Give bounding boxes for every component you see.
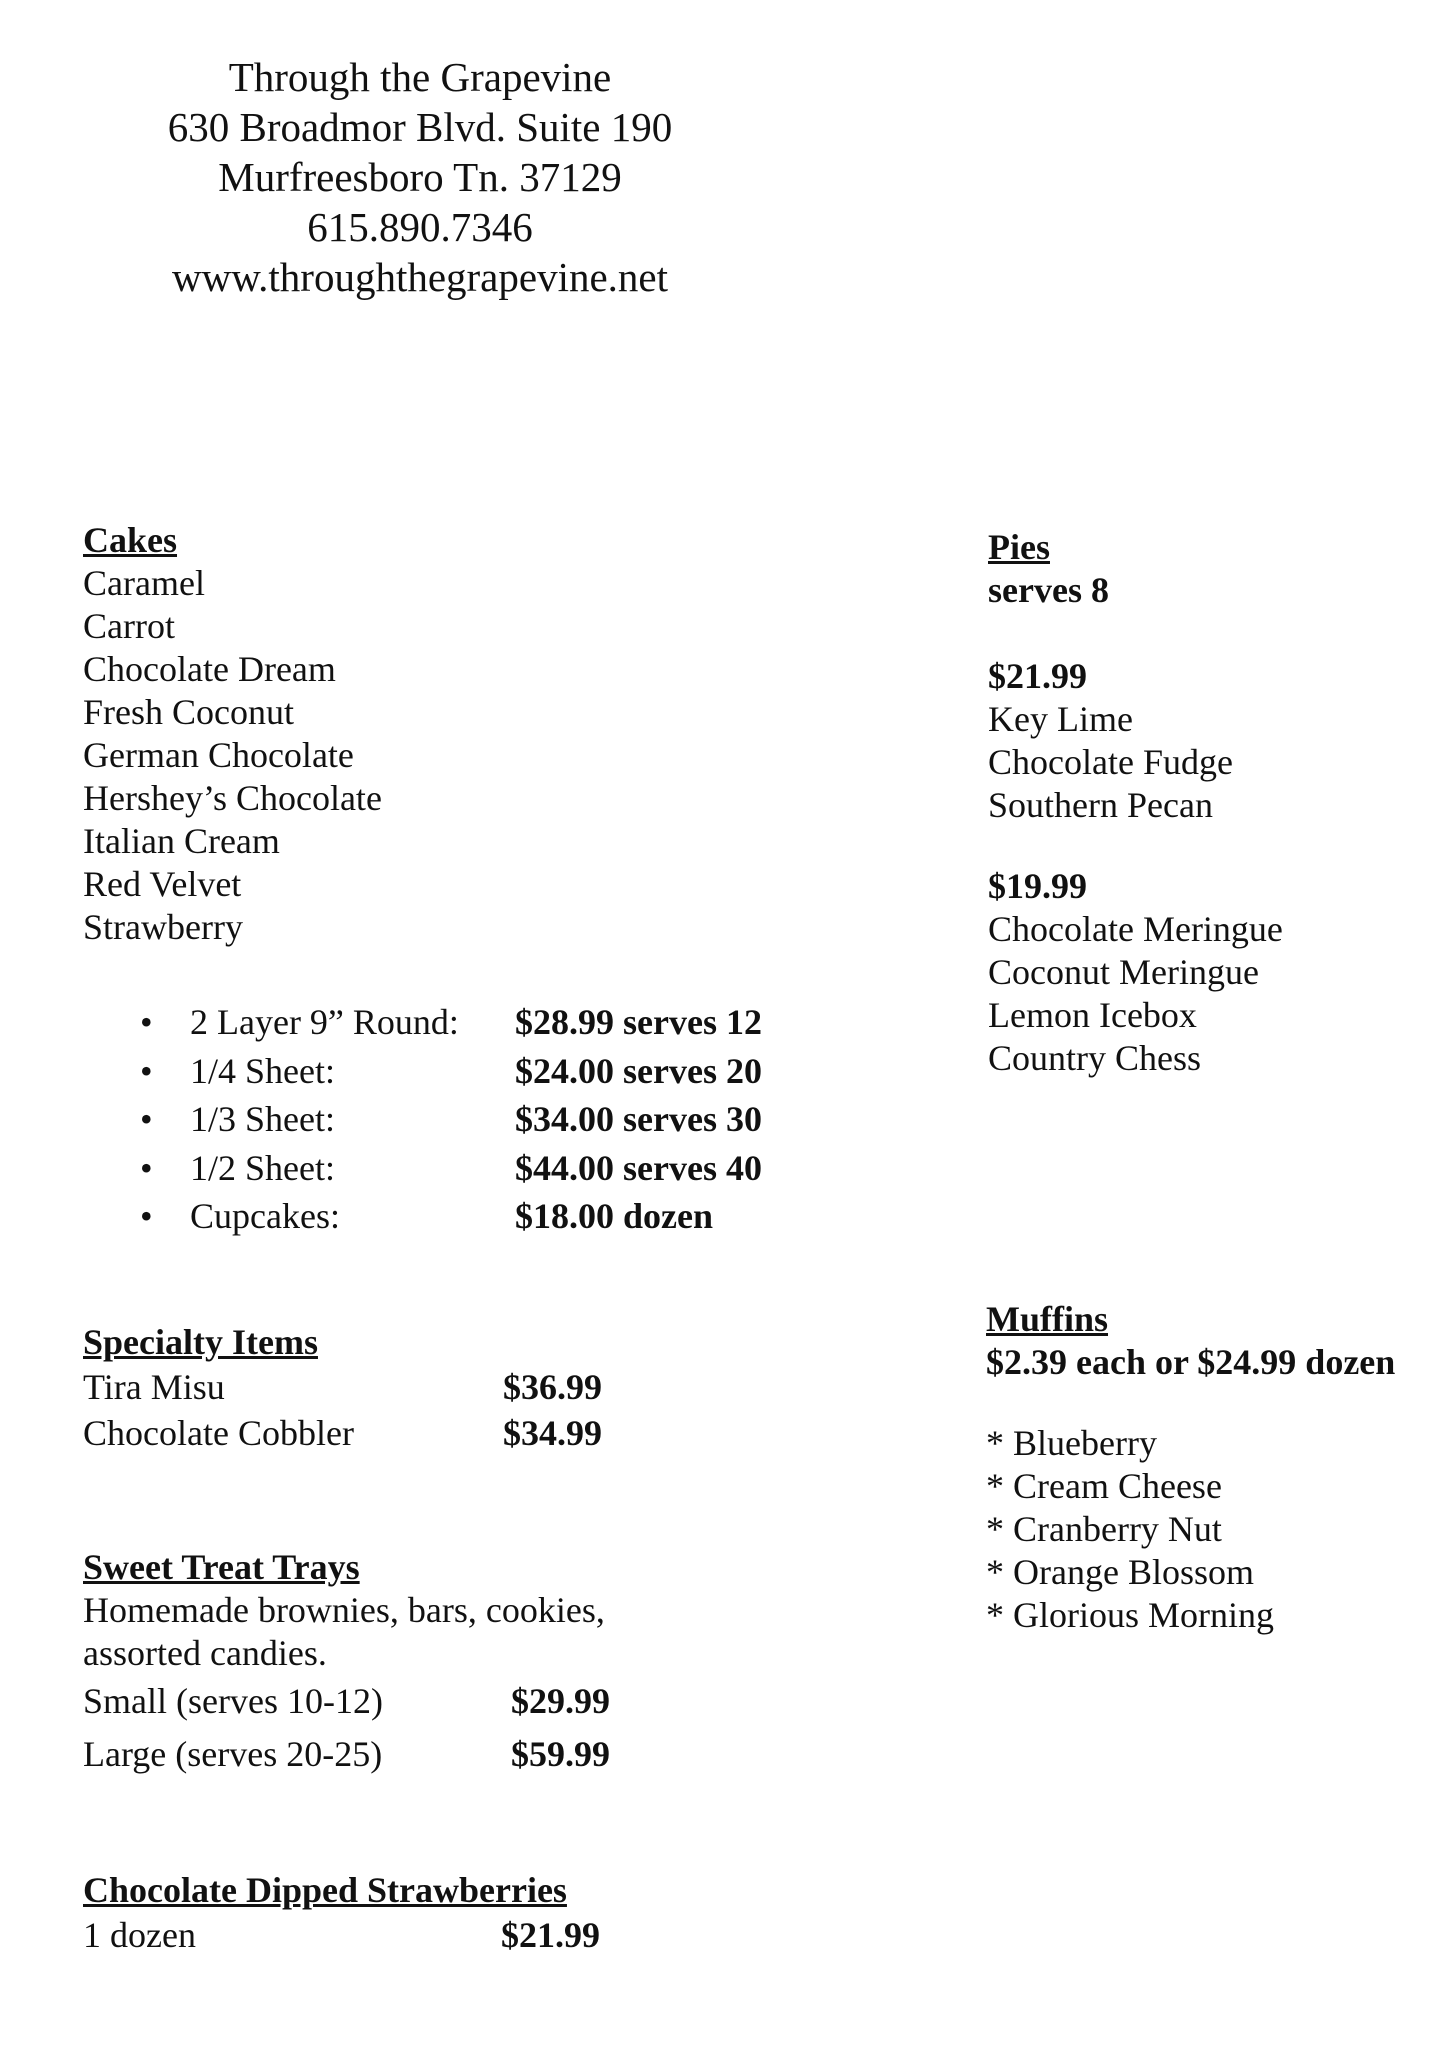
cake-size-label: 2 Layer 9” Round:: [190, 1002, 459, 1042]
bullet-icon: •: [140, 1147, 153, 1188]
muffins-section: [986, 1297, 1395, 1637]
pies-title: Pies: [988, 527, 1050, 567]
specialty-section: [83, 1320, 643, 1456]
item-price: $34.99: [503, 1413, 602, 1453]
item-name: Tira Misu: [83, 1367, 225, 1407]
dipped-strawberries-title: Chocolate Dipped Strawberries: [83, 1870, 567, 1910]
cake-flavor: Caramel: [83, 563, 205, 603]
cake-flavor-list: [83, 562, 382, 949]
pie-item: Lemon Icebox: [988, 995, 1197, 1035]
pie-item: Coconut Meringue: [988, 952, 1259, 992]
dipped-strawberries-item: [83, 1912, 643, 1958]
city-line: Murfreesboro Tn. 37129: [218, 154, 622, 200]
business-header: [120, 52, 720, 302]
cake-flavor: Red Velvet: [83, 864, 242, 904]
cake-size-label: 1/3 Sheet:: [190, 1099, 335, 1139]
sweet-treat-description: assorted candies.: [83, 1633, 327, 1673]
sweet-treat-title: Sweet Treat Trays: [83, 1547, 360, 1587]
pie-item: Key Lime: [988, 699, 1133, 739]
tray-price: $29.99: [511, 1681, 610, 1721]
address-line: 630 Broadmor Blvd. Suite 190: [167, 104, 673, 150]
specialty-item: [83, 1364, 643, 1410]
item-name: 1 dozen: [83, 1915, 196, 1955]
muffins-price-line: $2.39 each or $24.99 dozen: [986, 1342, 1396, 1382]
dipped-strawberries-section: [83, 1868, 643, 1958]
phone-number: 615.890.7346: [307, 204, 533, 250]
cake-flavor: Italian Cream: [83, 821, 280, 861]
cake-flavor: Hershey’s Chocolate: [83, 778, 382, 818]
cake-size-label: Cupcakes:: [190, 1196, 340, 1236]
cake-size-label: 1/2 Sheet:: [190, 1147, 335, 1188]
bullet-icon: •: [140, 1002, 153, 1042]
cake-size-price: $34.00 serves 30: [515, 1099, 762, 1139]
pie-group-price: $19.99: [988, 866, 1087, 906]
bullet-icon: •: [140, 1196, 153, 1236]
cake-flavor: Fresh Coconut: [83, 692, 294, 732]
muffin-item: * Cream Cheese: [986, 1466, 1222, 1506]
tray-option: [83, 1728, 643, 1781]
muffins-title: Muffins: [986, 1299, 1109, 1339]
item-price: $36.99: [503, 1367, 602, 1407]
cake-flavor: Carrot: [83, 606, 175, 646]
cake-size-price: $44.00 serves 40: [515, 1147, 762, 1188]
pie-item: Chocolate Fudge: [988, 742, 1233, 782]
sweet-treat-description: Homemade brownies, bars, cookies,: [83, 1590, 605, 1630]
cake-size-price: $24.00 serves 20: [515, 1050, 762, 1091]
tray-price: $59.99: [511, 1734, 610, 1774]
pie-item: Country Chess: [988, 1038, 1202, 1078]
muffin-item: * Glorious Morning: [986, 1595, 1274, 1635]
pies-serves: serves 8: [988, 570, 1109, 610]
item-name: Chocolate Cobbler: [83, 1413, 354, 1453]
muffin-item: * Orange Blossom: [986, 1552, 1254, 1592]
business-name: Through the Grapevine: [228, 54, 612, 100]
cake-size-label: 1/4 Sheet:: [190, 1050, 335, 1091]
tray-name: Small (serves 10-12): [83, 1681, 383, 1721]
muffin-item: * Cranberry Nut: [986, 1509, 1222, 1549]
cakes-section: [83, 518, 382, 949]
cake-size-price: $18.00 dozen: [515, 1196, 713, 1236]
cake-flavor: German Chocolate: [83, 735, 354, 775]
cake-flavor: Chocolate Dream: [83, 649, 336, 689]
pie-item: Chocolate Meringue: [988, 909, 1283, 949]
tray-name: Large (serves 20-25): [83, 1734, 383, 1774]
sweet-treat-section: [83, 1545, 643, 1781]
pies-section: [988, 525, 1283, 1080]
specialty-title: Specialty Items: [83, 1322, 318, 1362]
website: www.throughthegrapevine.net: [171, 254, 669, 300]
cakes-title: Cakes: [83, 520, 178, 560]
pie-group-price: $21.99: [988, 656, 1087, 696]
cake-size-price: $28.99 serves 12: [515, 1002, 762, 1042]
cake-flavor: Strawberry: [83, 907, 243, 947]
item-price: $21.99: [501, 1915, 600, 1955]
tray-option: [83, 1675, 643, 1728]
muffin-item: * Blueberry: [986, 1423, 1157, 1463]
bullet-icon: •: [140, 1099, 153, 1139]
bullet-icon: •: [140, 1050, 153, 1091]
specialty-item: [83, 1410, 643, 1456]
pie-item: Southern Pecan: [988, 785, 1213, 825]
